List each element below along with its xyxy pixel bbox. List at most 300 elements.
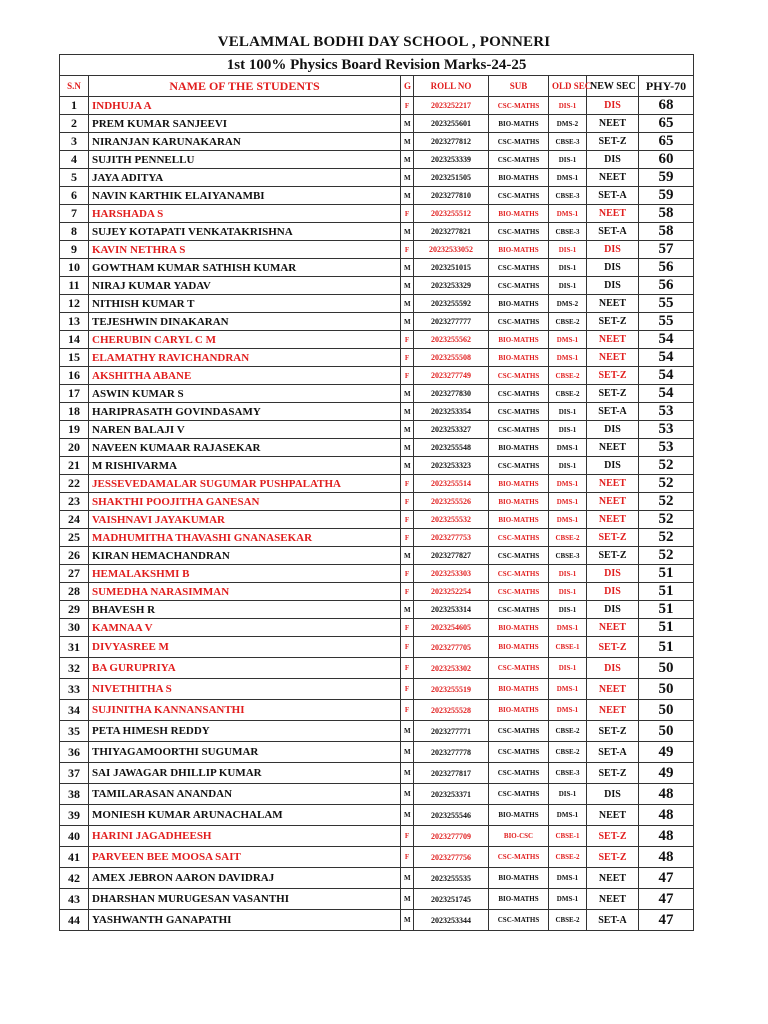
student-name: NAVEEN KUMAAR RAJASEKAR [89, 439, 401, 457]
student-roll-no: 2023277810 [414, 187, 489, 205]
student-sn: 36 [60, 742, 89, 763]
student-subject: BIO-MATHS [489, 349, 549, 367]
student-gender: M [401, 187, 414, 205]
student-old-section: CBSE-3 [549, 187, 587, 205]
student-phy-mark: 57 [639, 241, 694, 259]
student-roll-no: 2023277777 [414, 313, 489, 331]
student-new-section: NEET [587, 295, 639, 313]
table-row [60, 805, 694, 826]
table-row [60, 349, 694, 367]
student-roll-no: 2023277817 [414, 763, 489, 784]
student-subject: CSC-MATHS [489, 529, 549, 547]
student-old-section: DMS-2 [549, 295, 587, 313]
student-old-section: CBSE-2 [549, 721, 587, 742]
student-phy-mark: 52 [639, 547, 694, 565]
student-sn: 1 [60, 97, 89, 115]
student-subject: CSC-MATHS [489, 313, 549, 331]
student-name: HEMALAKSHMI B [89, 565, 401, 583]
student-new-section: NEET [587, 205, 639, 223]
student-gender: F [401, 529, 414, 547]
student-roll-no: 2023277756 [414, 847, 489, 868]
student-name: THIYAGAMOORTHI SUGUMAR [89, 742, 401, 763]
student-name: HARINI JAGADHEESH [89, 826, 401, 847]
student-subject: BIO-MATHS [489, 679, 549, 700]
student-subject: BIO-MATHS [489, 331, 549, 349]
student-phy-mark: 47 [639, 889, 694, 910]
student-old-section: DMS-1 [549, 868, 587, 889]
student-old-section: DMS-1 [549, 349, 587, 367]
student-roll-no: 2023255532 [414, 511, 489, 529]
student-phy-mark: 50 [639, 658, 694, 679]
student-old-section: DMS-1 [549, 679, 587, 700]
student-sn: 31 [60, 637, 89, 658]
student-new-section: SET-Z [587, 637, 639, 658]
table-row [60, 847, 694, 868]
student-old-section: DIS-1 [549, 784, 587, 805]
student-new-section: SET-Z [587, 529, 639, 547]
student-sn: 13 [60, 313, 89, 331]
student-sn: 5 [60, 169, 89, 187]
student-old-section: DIS-1 [549, 457, 587, 475]
student-gender: M [401, 547, 414, 565]
student-sn: 27 [60, 565, 89, 583]
student-sn: 6 [60, 187, 89, 205]
student-subject: CSC-MATHS [489, 403, 549, 421]
student-sn: 18 [60, 403, 89, 421]
student-new-section: SET-Z [587, 763, 639, 784]
student-phy-mark: 51 [639, 583, 694, 601]
student-name: NAVIN KARTHIK ELAIYANAMBI [89, 187, 401, 205]
student-sn: 38 [60, 784, 89, 805]
student-name: BA GURUPRIYA [89, 658, 401, 679]
student-old-section: DIS-1 [549, 97, 587, 115]
student-new-section: DIS [587, 421, 639, 439]
student-sn: 7 [60, 205, 89, 223]
student-roll-no: 2023255519 [414, 679, 489, 700]
student-roll-no: 2023251745 [414, 889, 489, 910]
student-old-section: DMS-1 [549, 493, 587, 511]
student-gender: M [401, 457, 414, 475]
student-roll-no: 20232533052 [414, 241, 489, 259]
student-gender: M [401, 721, 414, 742]
student-new-section: DIS [587, 241, 639, 259]
student-subject: BIO-MATHS [489, 637, 549, 658]
student-sn: 43 [60, 889, 89, 910]
student-sn: 44 [60, 910, 89, 931]
student-roll-no: 2023277753 [414, 529, 489, 547]
table-row [60, 421, 694, 439]
col-header-phy: PHY-70 [639, 76, 694, 97]
student-old-section: DMS-1 [549, 619, 587, 637]
student-phy-mark: 50 [639, 679, 694, 700]
student-new-section: NEET [587, 889, 639, 910]
table-row [60, 115, 694, 133]
student-subject: CSC-MATHS [489, 223, 549, 241]
student-name: NAREN BALAJI V [89, 421, 401, 439]
student-roll-no: 2023255526 [414, 493, 489, 511]
student-phy-mark: 52 [639, 457, 694, 475]
student-roll-no: 2023255512 [414, 205, 489, 223]
student-phy-mark: 65 [639, 133, 694, 151]
student-subject: CSC-MATHS [489, 601, 549, 619]
student-subject: CSC-MATHS [489, 910, 549, 931]
table-row [60, 187, 694, 205]
student-gender: M [401, 151, 414, 169]
student-old-section: DMS-1 [549, 475, 587, 493]
student-new-section: SET-Z [587, 721, 639, 742]
student-sn: 42 [60, 868, 89, 889]
student-gender: F [401, 349, 414, 367]
student-new-section: SET-Z [587, 313, 639, 331]
student-new-section: DIS [587, 565, 639, 583]
student-sn: 15 [60, 349, 89, 367]
student-new-section: SET-Z [587, 133, 639, 151]
student-sn: 3 [60, 133, 89, 151]
student-new-section: DIS [587, 277, 639, 295]
student-name: KAVIN NETHRA S [89, 241, 401, 259]
student-phy-mark: 51 [639, 619, 694, 637]
student-sn: 30 [60, 619, 89, 637]
col-header-gender: G [401, 76, 414, 97]
table-row [60, 97, 694, 115]
student-roll-no: 2023253339 [414, 151, 489, 169]
column-header-row [60, 76, 694, 97]
sheet-title: 1st 100% Physics Board Revision Marks-24-25 [60, 55, 694, 76]
student-gender: M [401, 313, 414, 331]
student-phy-mark: 53 [639, 439, 694, 457]
student-subject: BIO-MATHS [489, 295, 549, 313]
student-name: SUJINITHA KANNANSANTHI [89, 700, 401, 721]
student-new-section: SET-Z [587, 547, 639, 565]
student-subject: CSC-MATHS [489, 763, 549, 784]
student-name: AKSHITHA ABANE [89, 367, 401, 385]
student-phy-mark: 59 [639, 187, 694, 205]
table-row [60, 601, 694, 619]
student-roll-no: 2023277830 [414, 385, 489, 403]
student-sn: 14 [60, 331, 89, 349]
student-roll-no: 2023253314 [414, 601, 489, 619]
student-subject: BIO-MATHS [489, 511, 549, 529]
student-subject: CSC-MATHS [489, 367, 549, 385]
student-gender: F [401, 619, 414, 637]
table-row [60, 331, 694, 349]
student-phy-mark: 56 [639, 259, 694, 277]
student-phy-mark: 50 [639, 700, 694, 721]
student-roll-no: 2023253302 [414, 658, 489, 679]
student-old-section: DIS-1 [549, 259, 587, 277]
student-phy-mark: 65 [639, 115, 694, 133]
table-row [60, 133, 694, 151]
table-row [60, 826, 694, 847]
student-new-section: DIS [587, 151, 639, 169]
student-roll-no: 2023277705 [414, 637, 489, 658]
student-sn: 24 [60, 511, 89, 529]
student-name: JESSEVEDAMALAR SUGUMAR PUSHPALATHA [89, 475, 401, 493]
student-sn: 4 [60, 151, 89, 169]
student-gender: M [401, 601, 414, 619]
student-new-section: NEET [587, 700, 639, 721]
student-new-section: SET-Z [587, 826, 639, 847]
table-title-row [60, 55, 694, 76]
student-phy-mark: 48 [639, 805, 694, 826]
student-old-section: DIS-1 [549, 241, 587, 259]
student-roll-no: 2023253371 [414, 784, 489, 805]
student-sn: 26 [60, 547, 89, 565]
student-name: HARSHADA S [89, 205, 401, 223]
student-subject: BIO-MATHS [489, 115, 549, 133]
student-roll-no: 2023277771 [414, 721, 489, 742]
student-old-section: DIS-1 [549, 658, 587, 679]
student-old-section: CBSE-2 [549, 742, 587, 763]
student-subject: CSC-MATHS [489, 565, 549, 583]
student-gender: F [401, 658, 414, 679]
student-subject: CSC-MATHS [489, 187, 549, 205]
student-roll-no: 2023255548 [414, 439, 489, 457]
student-new-section: DIS [587, 601, 639, 619]
student-roll-no: 2023255535 [414, 868, 489, 889]
student-subject: CSC-MATHS [489, 658, 549, 679]
student-sn: 35 [60, 721, 89, 742]
student-name: KAMNAA V [89, 619, 401, 637]
student-name: TEJESHWIN DINAKARAN [89, 313, 401, 331]
student-gender: M [401, 889, 414, 910]
table-row [60, 742, 694, 763]
student-new-section: DIS [587, 658, 639, 679]
student-gender: M [401, 115, 414, 133]
student-phy-mark: 52 [639, 529, 694, 547]
student-old-section: CBSE-2 [549, 313, 587, 331]
student-old-section: DIS-1 [549, 277, 587, 295]
student-new-section: NEET [587, 619, 639, 637]
student-name: HARIPRASATH GOVINDASAMY [89, 403, 401, 421]
student-old-section: CBSE-1 [549, 637, 587, 658]
student-gender: M [401, 259, 414, 277]
student-sn: 25 [60, 529, 89, 547]
student-subject: BIO-MATHS [489, 868, 549, 889]
student-phy-mark: 47 [639, 868, 694, 889]
student-gender: F [401, 583, 414, 601]
student-old-section: CBSE-3 [549, 133, 587, 151]
student-phy-mark: 54 [639, 385, 694, 403]
student-old-section: CBSE-2 [549, 385, 587, 403]
student-phy-mark: 55 [639, 313, 694, 331]
student-subject: BIO-MATHS [489, 475, 549, 493]
student-sn: 37 [60, 763, 89, 784]
student-new-section: NEET [587, 331, 639, 349]
student-old-section: DMS-1 [549, 439, 587, 457]
student-gender: F [401, 826, 414, 847]
student-roll-no: 2023255508 [414, 349, 489, 367]
student-gender: M [401, 421, 414, 439]
student-new-section: SET-A [587, 742, 639, 763]
col-header-name: NAME OF THE STUDENTS [89, 76, 401, 97]
table-row [60, 910, 694, 931]
student-phy-mark: 53 [639, 403, 694, 421]
student-name: SUJEY KOTAPATI VENKATAKRISHNA [89, 223, 401, 241]
student-phy-mark: 52 [639, 475, 694, 493]
student-roll-no: 2023253323 [414, 457, 489, 475]
student-phy-mark: 60 [639, 151, 694, 169]
student-name: AMEX JEBRON AARON DAVIDRAJ [89, 868, 401, 889]
student-roll-no: 2023255546 [414, 805, 489, 826]
student-phy-mark: 58 [639, 223, 694, 241]
student-subject: CSC-MATHS [489, 421, 549, 439]
student-gender: M [401, 169, 414, 187]
student-roll-no: 2023277827 [414, 547, 489, 565]
student-phy-mark: 51 [639, 601, 694, 619]
table-row [60, 721, 694, 742]
student-roll-no: 2023251505 [414, 169, 489, 187]
table-row [60, 151, 694, 169]
table-row [60, 259, 694, 277]
student-new-section: NEET [587, 805, 639, 826]
student-gender: F [401, 565, 414, 583]
student-old-section: DIS-1 [549, 151, 587, 169]
table-row [60, 583, 694, 601]
student-phy-mark: 47 [639, 910, 694, 931]
student-new-section: SET-A [587, 187, 639, 205]
student-name: DIVYASREE M [89, 637, 401, 658]
table-row [60, 889, 694, 910]
student-phy-mark: 51 [639, 565, 694, 583]
marks-table [59, 54, 694, 931]
student-subject: CSC-MATHS [489, 721, 549, 742]
table-row [60, 868, 694, 889]
student-name: NIRAJ KUMAR YADAV [89, 277, 401, 295]
student-gender: M [401, 763, 414, 784]
student-phy-mark: 48 [639, 784, 694, 805]
student-phy-mark: 48 [639, 847, 694, 868]
table-row [60, 277, 694, 295]
student-new-section: DIS [587, 457, 639, 475]
table-row [60, 637, 694, 658]
student-new-section: DIS [587, 784, 639, 805]
table-row [60, 619, 694, 637]
student-gender: F [401, 205, 414, 223]
student-phy-mark: 50 [639, 721, 694, 742]
student-roll-no: 2023252217 [414, 97, 489, 115]
student-gender: F [401, 679, 414, 700]
col-header-sn: S.N [60, 76, 89, 97]
student-old-section: CBSE-2 [549, 529, 587, 547]
student-old-section: DMS-1 [549, 331, 587, 349]
student-phy-mark: 49 [639, 742, 694, 763]
student-new-section: DIS [587, 259, 639, 277]
student-gender: M [401, 784, 414, 805]
student-sn: 22 [60, 475, 89, 493]
student-name: BHAVESH R [89, 601, 401, 619]
table-row [60, 241, 694, 259]
student-gender: F [401, 700, 414, 721]
student-old-section: CBSE-3 [549, 763, 587, 784]
student-roll-no: 2023277812 [414, 133, 489, 151]
student-gender: F [401, 97, 414, 115]
student-gender: F [401, 511, 414, 529]
student-name: SUJITH PENNELLU [89, 151, 401, 169]
student-old-section: DIS-1 [549, 601, 587, 619]
student-new-section: DIS [587, 97, 639, 115]
student-subject: CSC-MATHS [489, 784, 549, 805]
table-row [60, 784, 694, 805]
student-sn: 9 [60, 241, 89, 259]
student-phy-mark: 54 [639, 367, 694, 385]
table-row [60, 679, 694, 700]
student-gender: M [401, 868, 414, 889]
student-gender: F [401, 331, 414, 349]
student-roll-no: 2023253354 [414, 403, 489, 421]
student-sn: 21 [60, 457, 89, 475]
student-old-section: DIS-1 [549, 403, 587, 421]
student-sn: 10 [60, 259, 89, 277]
table-row [60, 475, 694, 493]
student-roll-no: 2023255601 [414, 115, 489, 133]
student-gender: F [401, 847, 414, 868]
student-subject: BIO-MATHS [489, 619, 549, 637]
student-old-section: DMS-1 [549, 805, 587, 826]
student-subject: CSC-MATHS [489, 151, 549, 169]
student-name: MADHUMITHA THAVASHI GNANASEKAR [89, 529, 401, 547]
student-name: PETA HIMESH REDDY [89, 721, 401, 742]
student-gender: M [401, 805, 414, 826]
table-row [60, 403, 694, 421]
student-old-section: DMS-1 [549, 511, 587, 529]
student-subject: CSC-MATHS [489, 583, 549, 601]
student-name: NIVETHITHA S [89, 679, 401, 700]
student-old-section: DIS-1 [549, 583, 587, 601]
student-sn: 23 [60, 493, 89, 511]
student-sn: 11 [60, 277, 89, 295]
table-row [60, 457, 694, 475]
student-phy-mark: 58 [639, 205, 694, 223]
student-roll-no: 2023254605 [414, 619, 489, 637]
student-roll-no: 2023252254 [414, 583, 489, 601]
student-name: JAYA ADITYA [89, 169, 401, 187]
student-sn: 39 [60, 805, 89, 826]
table-row [60, 493, 694, 511]
student-phy-mark: 55 [639, 295, 694, 313]
student-roll-no: 2023277821 [414, 223, 489, 241]
student-name: ASWIN KUMAR S [89, 385, 401, 403]
student-new-section: NEET [587, 493, 639, 511]
student-gender: M [401, 277, 414, 295]
student-old-section: CBSE-2 [549, 847, 587, 868]
student-subject: CSC-MATHS [489, 742, 549, 763]
student-old-section: DMS-1 [549, 700, 587, 721]
student-roll-no: 2023277749 [414, 367, 489, 385]
student-sn: 19 [60, 421, 89, 439]
student-name: SHAKTHI POOJITHA GANESAN [89, 493, 401, 511]
student-old-section: DMS-1 [549, 889, 587, 910]
student-roll-no: 2023253329 [414, 277, 489, 295]
student-subject: CSC-MATHS [489, 385, 549, 403]
student-sn: 16 [60, 367, 89, 385]
table-row [60, 700, 694, 721]
table-row [60, 439, 694, 457]
table-row [60, 547, 694, 565]
student-name: SUMEDHA NARASIMMAN [89, 583, 401, 601]
student-name: CHERUBIN CARYL C M [89, 331, 401, 349]
student-new-section: SET-Z [587, 367, 639, 385]
student-old-section: DMS-1 [549, 169, 587, 187]
table-row [60, 223, 694, 241]
student-new-section: NEET [587, 349, 639, 367]
student-subject: CSC-MATHS [489, 133, 549, 151]
student-roll-no: 2023255592 [414, 295, 489, 313]
student-roll-no: 2023255528 [414, 700, 489, 721]
student-sn: 41 [60, 847, 89, 868]
table-row [60, 658, 694, 679]
student-roll-no: 2023253303 [414, 565, 489, 583]
